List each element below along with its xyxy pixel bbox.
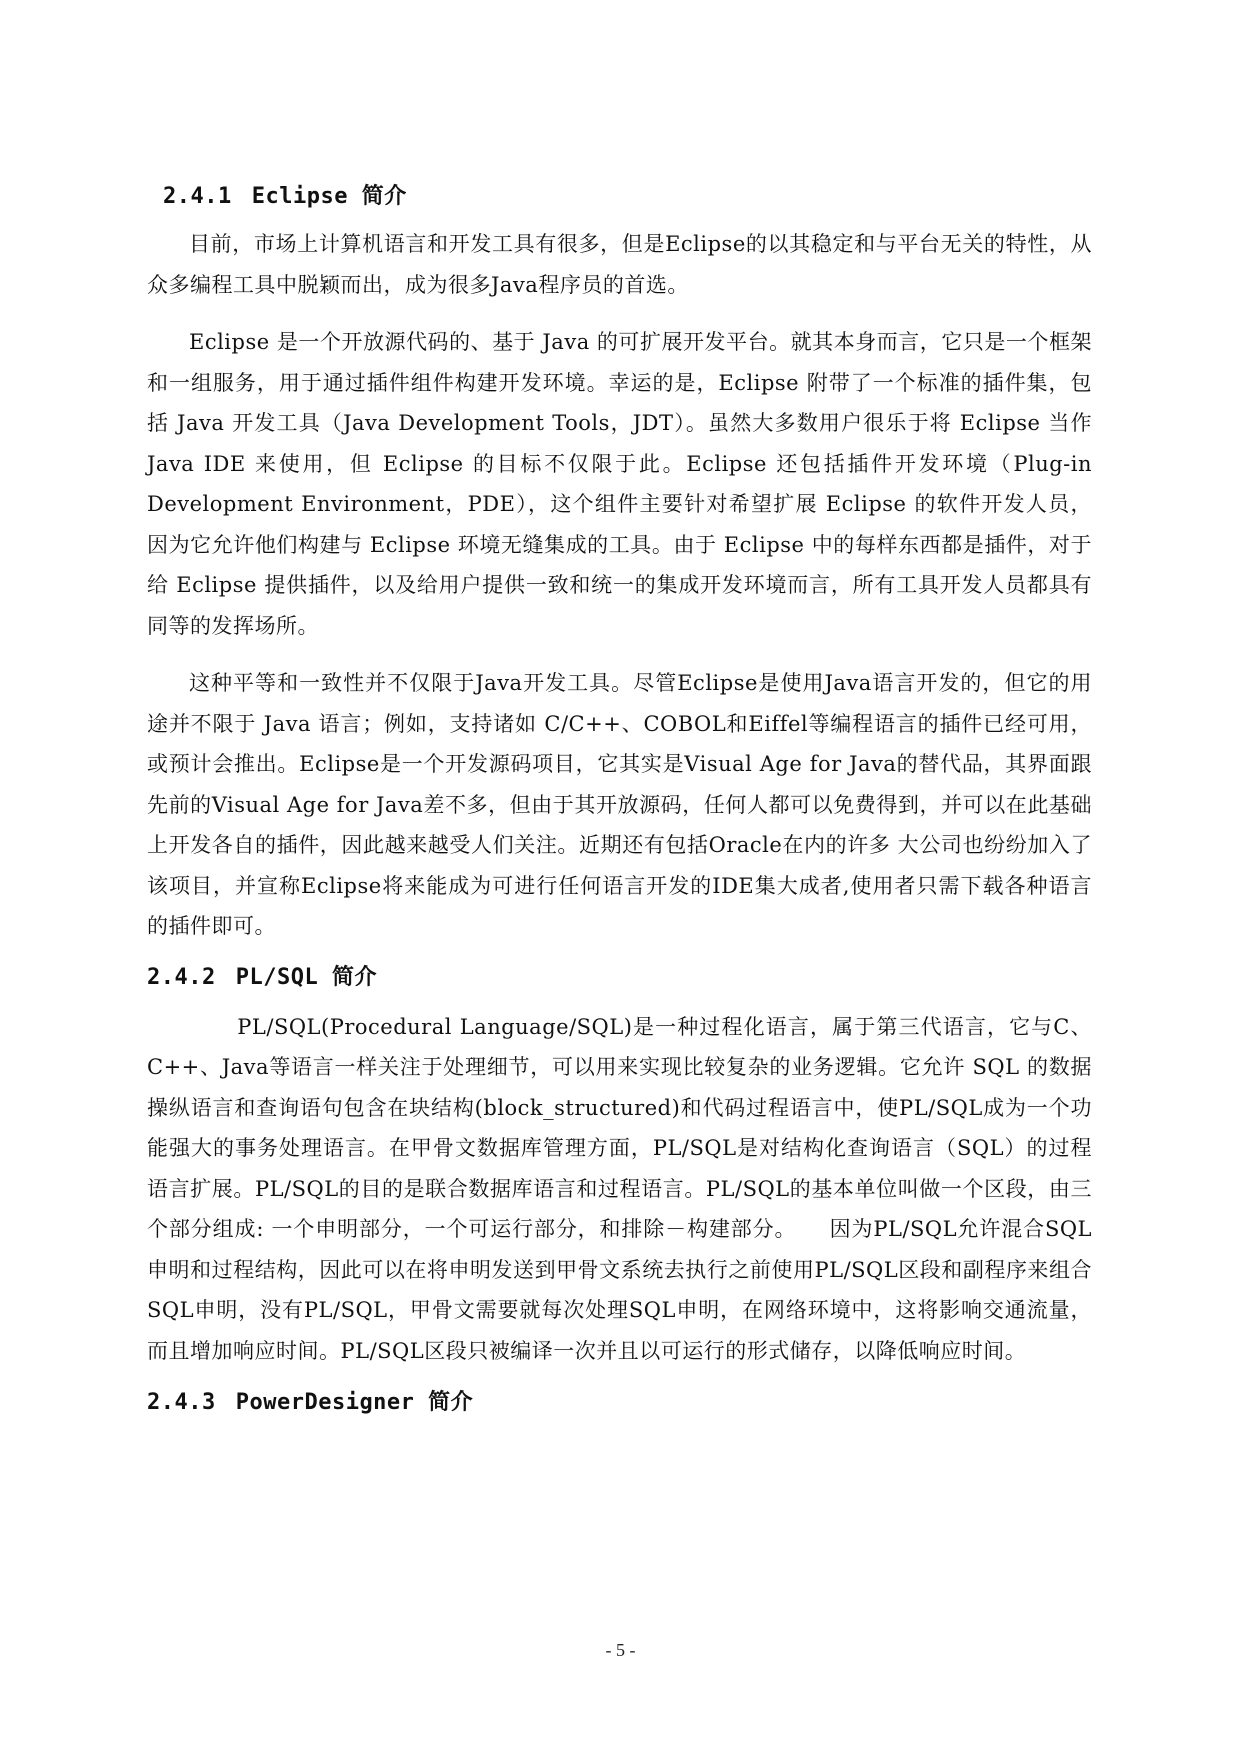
section-title: PowerDesigner 简介: [235, 1390, 474, 1415]
section-number: 2.4.1: [163, 184, 232, 209]
body-paragraph: 目前，市场上计算机语言和开发工具有很多，但是Eclipse的以其稳定和与平台无关的特性，从众多编程工具中脱颖而出，成为很多Java程序员的首选。: [147, 232, 1092, 297]
page-number: - 5 -: [605, 1640, 636, 1660]
section-title: Eclipse 简介: [251, 184, 407, 209]
section-heading-2-4-3: [147, 1388, 1092, 1418]
body-paragraph: PL/SQL(Procedural Language/SQL)是一种过程化语言，属于第三代语言，它与C、C++、Java等语言一样关注于处理细节，可以用来实现比较复杂的业务逻辑。它允许 SQL 的数据操纵语言和查询语句包含在块结构(block_structured)和代码过程语言中，使PL/SQL成为一个功能强大的事务处理语言。在甲骨文数据库管理方面，PL/SQL是对结构化查询语言（SQL）的过程语言扩展。PL/SQL的目的是联合数据库语言和过程语言。PL/SQL的基本单位叫做一个区段，由三个部分组成: 一个申明部分，一个可运行部分，和排除－构建部分。 因为PL/SQL允许混合SQL申明和过程结构，因此可以在将申明发送到甲骨文系统去执行之前使用PL/SQL区段和副程序来组合SQL申明，没有PL/SQL，甲骨文需要就每次处理SQL申明，在网络环境中，这将影响交通流量，而且增加响应时间。PL/SQL区段只被编译一次并且以可运行的形式储存，以降低响应时间。: [147, 1014, 1092, 1363]
section-title: PL/SQL 简介: [235, 964, 377, 990]
body-paragraph: 这种平等和一致性并不仅限于Java开发工具。尽管Eclipse是使用Java语言开发的，但它的用途并不限于 Java 语言；例如，支持诸如 C/C++、COBOL和Eiffel等编程语言的插件已经可用，或预计会推出。Eclipse是一个开发源码项目，它其实是Visual Age for Java的替代品，其界面跟先前的Visual Age for Java差不多，但由于其开放源码，任何人都可以免费得到，并可以在此基础上开发各自的插件，因此越来越受人们关注。近期还有包括Oracle在内的许多 大公司也纷纷加入了该项目，并宣称Eclipse将来能成为可进行任何语言开发的IDE集大成者,使用者只需下载各种语言的插件即可。: [147, 671, 1092, 938]
section-number: 2.4.2: [147, 964, 216, 990]
section-heading-2-4-1: [163, 182, 1092, 212]
section-heading-2-4-2: [147, 963, 1092, 993]
body-paragraph: Eclipse 是一个开放源代码的、基于 Java 的可扩展开发平台。就其本身而言，它只是一个框架和一组服务，用于通过插件组件构建开发环境。幸运的是，Eclipse 附带了一个标准的插件集，包括 Java 开发工具（Java Development Tools，JDT）。虽然大多数用户很乐于将 Eclipse 当作 Java IDE 来使用，但 Eclipse 的目标不仅限于此。Eclipse 还包括插件开发环境（Plug-in Development Environment，PDE），这个组件主要针对希望扩展 Eclipse 的软件开发人员，因为它允许他们构建与 Eclipse 环境无缝集成的工具。由于 Eclipse 中的每样东西都是插件，对于给 Eclipse 提供插件，以及给用户提供一致和统一的集成开发环境而言，所有工具开发人员都具有同等的发挥场所。: [147, 330, 1092, 638]
page-content: [147, 182, 1092, 1418]
section-number: 2.4.3: [147, 1390, 216, 1415]
